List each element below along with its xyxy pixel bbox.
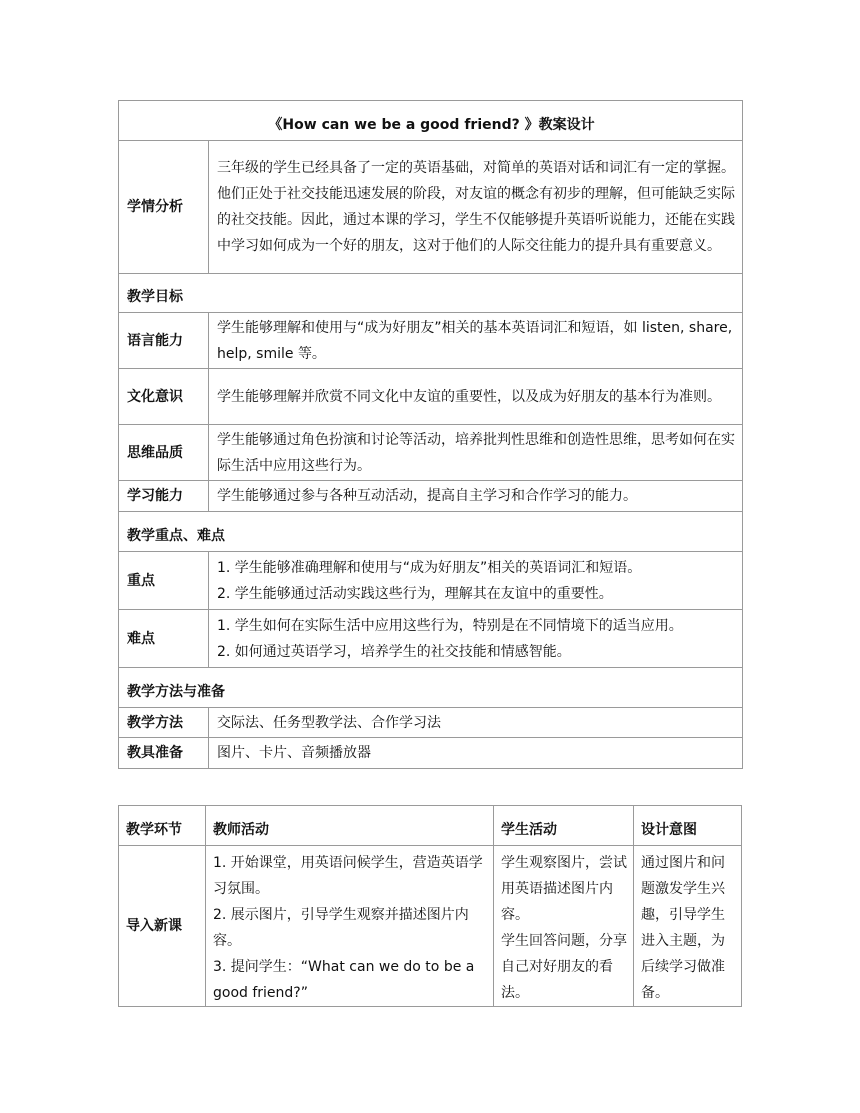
plan-title: 《How can we be a good friend? 》教案设计	[119, 101, 743, 141]
tools-label: 教具准备	[119, 738, 209, 769]
teacher-line: 2. 展示图片，引导学生观察并描述图片内容。	[213, 907, 469, 949]
student-cell	[494, 846, 634, 1007]
difficult-text	[209, 610, 743, 668]
tools-text: 图片、卡片、音频播放器	[209, 738, 743, 769]
goal-label-language: 语言能力	[119, 313, 209, 369]
key-text	[209, 552, 743, 610]
method-text: 交际法、任务型教学法、合作学习法	[209, 708, 743, 738]
lesson-plan-table	[118, 100, 743, 769]
student-line: 学生回答问题，分享自己对好朋友的看法。	[501, 933, 627, 1001]
difficult-line: 2. 如何通过英语学习，培养学生的社交技能和情感智能。	[217, 643, 571, 660]
goal-text-learning: 学生能够通过参与各种互动活动，提高自主学习和合作学习的能力。	[209, 481, 743, 512]
teacher-cell	[206, 846, 494, 1007]
teaching-process-table	[118, 805, 742, 1007]
header-stage: 教学环节	[119, 806, 206, 846]
student-line: 学生观察图片，尝试用英语描述图片内容。	[501, 855, 627, 923]
goal-text-culture: 学生能够理解并欣赏不同文化中友谊的重要性，以及成为好朋友的基本行为准则。	[209, 369, 743, 425]
key-line: 2. 学生能够通过活动实践这些行为，理解其在友谊中的重要性。	[217, 585, 613, 602]
difficult-label: 难点	[119, 610, 209, 668]
teacher-line: 1. 开始课堂，用英语问候学生，营造英语学习氛围。	[213, 855, 483, 897]
purpose-cell: 通过图片和问题激发学生兴趣，引导学生进入主题，为后续学习做准备。	[634, 846, 742, 1007]
analysis-text: 三年级的学生已经具备了一定的英语基础，对简单的英语对话和词汇有一定的掌握。他们正处于社交技能迅速发展的阶段，对友谊的概念有初步的理解，但可能缺乏实际的社交技能。因此，通过本课的学习，学生不仅能够提升英语听说能力，还能在实践中学习如何成为一个好的朋友，这对于他们的人际交往能力的提升具有重要意义。	[209, 141, 743, 274]
teacher-line: 3. 提问学生：“What can we do to be a good friend?”	[213, 959, 475, 1001]
goal-label-thinking: 思维品质	[119, 425, 209, 481]
table-row	[119, 846, 742, 1007]
goal-label-culture: 文化意识	[119, 369, 209, 425]
header-teacher: 教师活动	[206, 806, 494, 846]
goal-text-language: 学生能够理解和使用与“成为好朋友”相关的基本英语词汇和短语，如 listen, share, help, smile 等。	[209, 313, 743, 369]
keypoints-heading: 教学重点、难点	[119, 512, 743, 552]
difficult-line: 1. 学生如何在实际生活中应用这些行为，特别是在不同情境下的适当应用。	[217, 617, 683, 634]
header-purpose: 设计意图	[634, 806, 742, 846]
goals-heading: 教学目标	[119, 274, 743, 313]
goal-text-thinking: 学生能够通过角色扮演和讨论等活动，培养批判性思维和创造性思维，思考如何在实际生活中应用这些行为。	[209, 425, 743, 481]
key-line: 1. 学生能够准确理解和使用与“成为好朋友”相关的英语词汇和短语。	[217, 559, 642, 576]
analysis-label: 学情分析	[119, 141, 209, 274]
methods-heading: 教学方法与准备	[119, 668, 743, 708]
method-label: 教学方法	[119, 708, 209, 738]
key-label: 重点	[119, 552, 209, 610]
header-student: 学生活动	[494, 806, 634, 846]
stage-cell: 导入新课	[119, 846, 206, 1007]
goal-label-learning: 学习能力	[119, 481, 209, 512]
